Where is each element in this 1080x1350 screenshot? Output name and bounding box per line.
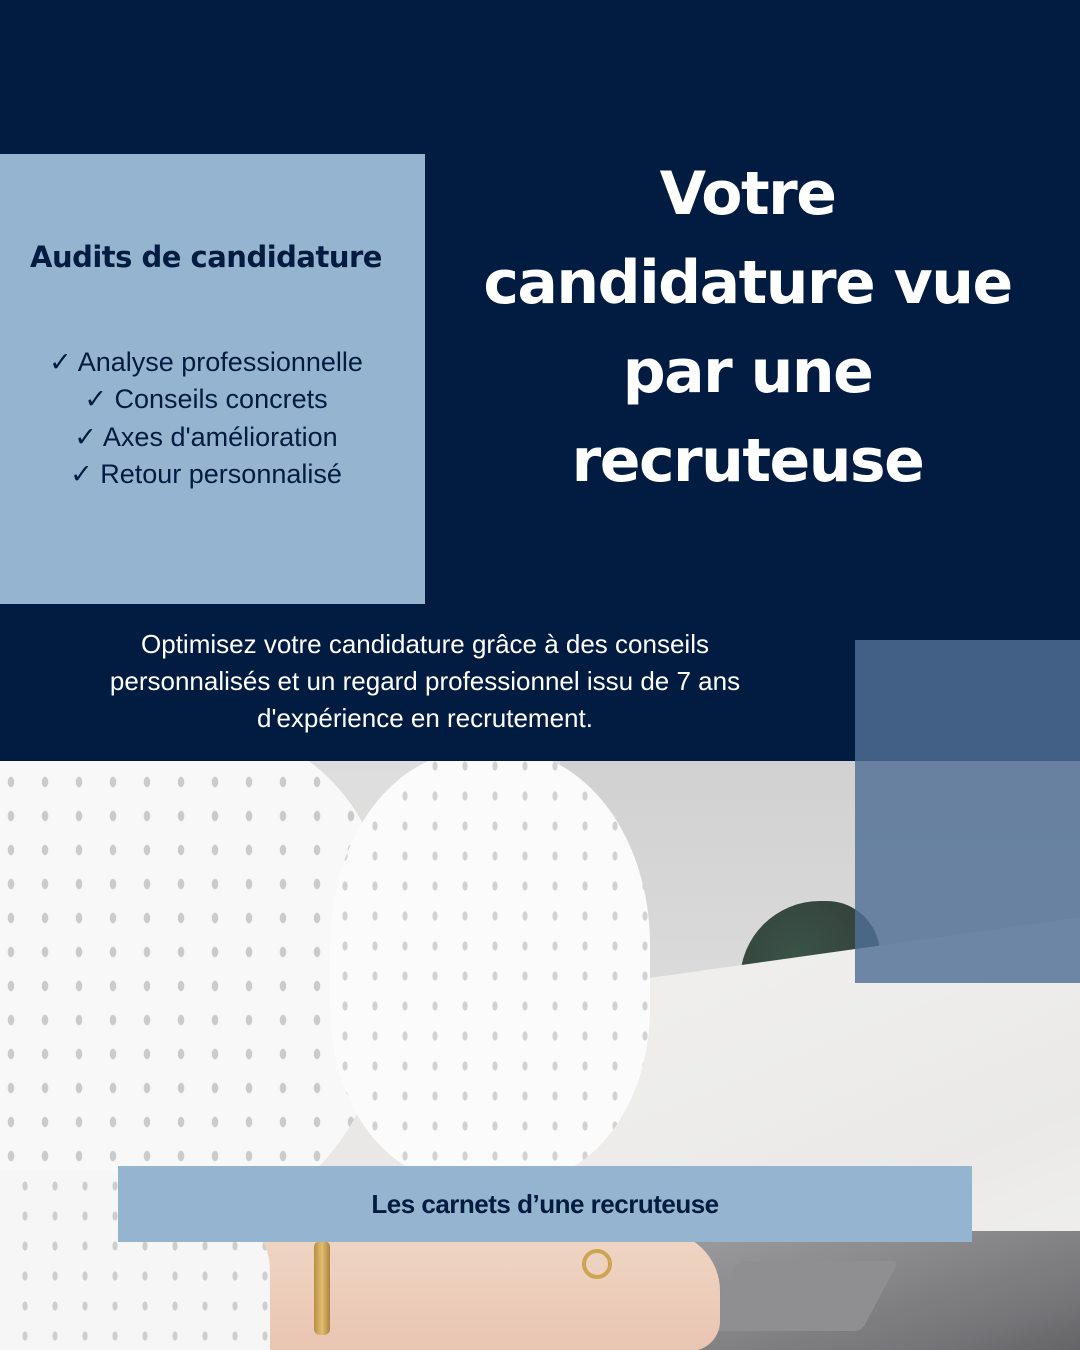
headline-line: par une [622, 337, 873, 407]
audit-item: ✓ Retour personnalisé [70, 458, 342, 489]
intro-line: Optimisez votre candidature grâce à des conseils [141, 629, 709, 659]
headline-line: recruteuse [571, 426, 924, 496]
audit-item: ✓ Axes d'amélioration [74, 421, 338, 452]
audit-item: ✓ Analyse professionnelle [49, 347, 363, 377]
decorative-square [855, 640, 1080, 983]
headline [470, 150, 1025, 506]
intro-line: d'expérience en recrutement. [257, 703, 593, 733]
audit-list [0, 344, 412, 493]
headline-line: candidature vue [483, 248, 1012, 318]
audit-title: Audits de candidature [30, 240, 382, 274]
intro-paragraph [30, 626, 820, 737]
intro-line: personnalisés et un regard professionnel issu de 7 ans [109, 666, 741, 696]
audit-item: ✓ Conseils concrets [84, 384, 328, 415]
brand-label: Les carnets d’une recruteuse [371, 1189, 719, 1219]
headline-line: Votre [659, 159, 836, 229]
